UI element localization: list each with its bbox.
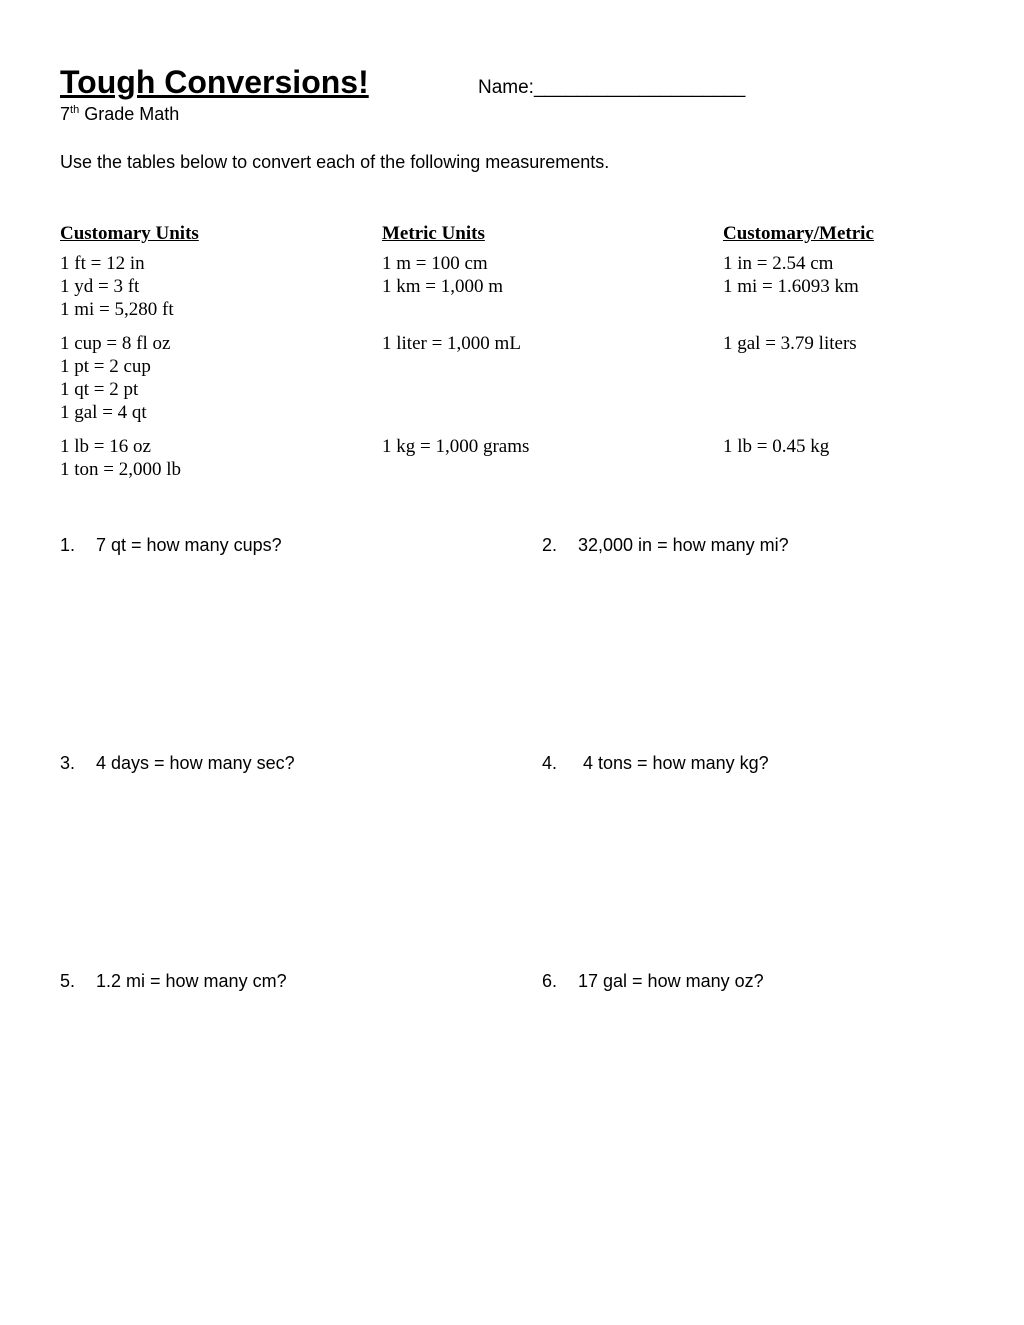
conversion-line: 1 lb = 0.45 kg [723, 436, 830, 457]
question-6 [542, 970, 764, 992]
volume-group [382, 332, 529, 424]
question-text: 32,000 in = how many mi? [578, 535, 789, 555]
question-text: 1.2 mi = how many cm? [96, 971, 287, 991]
conversion-line: 1 m = 100 cm [382, 253, 488, 274]
customary-metric-table [723, 222, 874, 492]
length-group [382, 252, 529, 321]
weight-group [382, 435, 529, 481]
question-number: 2. [542, 535, 558, 555]
conversion-line: 1 pt = 2 cup [60, 356, 151, 377]
conversion-line: 1 gal = 3.79 liters [723, 333, 857, 354]
question-text: 4 days = how many sec? [96, 753, 295, 773]
question-5 [60, 970, 287, 992]
customary-metric-heading: Customary/Metric [723, 223, 874, 244]
question-text: 4 tons = how many kg? [578, 753, 769, 773]
grade-number: 7 [60, 104, 71, 124]
question-number: 5. [60, 971, 76, 991]
conversion-line: 1 liter = 1,000 mL [382, 333, 521, 354]
grade-label [60, 103, 179, 125]
name-field[interactable]: Name:____________________ [478, 77, 746, 98]
question-text: 7 qt = how many cups? [96, 535, 282, 555]
conversion-line: 1 lb = 16 oz [60, 436, 151, 457]
question-number: 3. [60, 753, 76, 773]
question-4 [542, 752, 769, 774]
question-number: 4. [542, 753, 558, 773]
conversion-line: 1 ft = 12 in [60, 253, 145, 274]
question-2 [542, 534, 789, 556]
conversion-line: 1 km = 1,000 m [382, 276, 504, 297]
customary-units-heading: Customary Units [60, 223, 199, 244]
conversion-line: 1 gal = 4 qt [60, 402, 147, 423]
weight-group [60, 435, 199, 481]
question-number: 6. [542, 971, 558, 991]
instructions: Use the tables below to convert each of the following measurements. [60, 152, 610, 172]
conversion-line: 1 qt = 2 pt [60, 379, 139, 400]
metric-units-heading: Metric Units [382, 223, 485, 244]
question-text: 17 gal = how many oz? [578, 971, 764, 991]
conversion-line: 1 mi = 1.6093 km [723, 276, 859, 297]
length-group [60, 252, 199, 321]
question-3 [60, 752, 295, 774]
conversion-line: 1 kg = 1,000 grams [382, 436, 530, 457]
conversion-line: 1 mi = 5,280 ft [60, 299, 174, 320]
weight-group [723, 435, 874, 481]
customary-units-table [60, 222, 199, 492]
metric-units-table [382, 222, 529, 492]
question-1 [60, 534, 282, 556]
page-title: Tough Conversions! [60, 64, 369, 100]
question-number: 1. [60, 535, 76, 555]
conversion-line: 1 yd = 3 ft [60, 276, 140, 297]
length-group [723, 252, 874, 321]
grade-suffix: th [70, 104, 80, 116]
volume-group [60, 332, 199, 424]
conversion-line: 1 in = 2.54 cm [723, 253, 834, 274]
conversion-line: 1 ton = 2,000 lb [60, 459, 182, 480]
volume-group [723, 332, 874, 424]
conversion-line: 1 cup = 8 fl oz [60, 333, 171, 354]
grade-rest: Grade Math [79, 104, 180, 124]
